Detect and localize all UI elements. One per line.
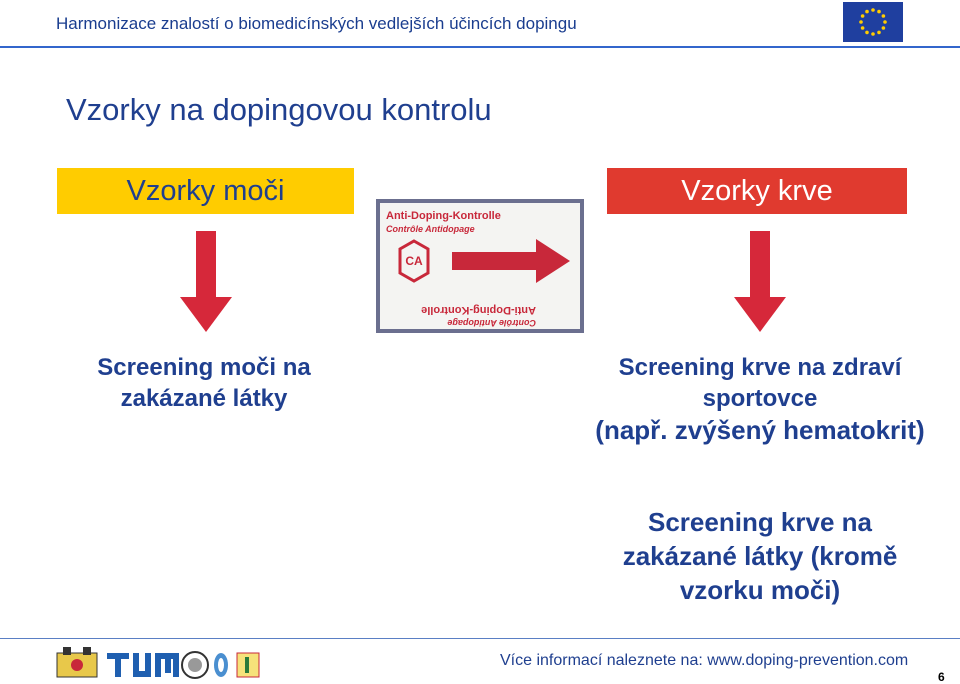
urine-samples-label: Vzorky moči: [126, 174, 285, 207]
eu-star: [861, 14, 865, 18]
footer-divider: [0, 638, 960, 639]
anti-doping-sign-image: [376, 199, 584, 333]
down-arrow-icon: [180, 231, 232, 332]
eu-star: [882, 14, 886, 18]
eu-star: [861, 26, 865, 30]
urine-screening-text: Screening moči na zakázané látky: [97, 354, 311, 413]
page-number: 6: [938, 670, 945, 684]
eu-star: [877, 31, 881, 35]
eu-star: [877, 10, 881, 14]
sign-subtitle-mirrored: Contrôle Antidopage: [447, 318, 536, 328]
tum-logo: [107, 653, 179, 677]
sign-logo: CA: [405, 254, 423, 268]
eu-star: [882, 26, 886, 30]
eu-star: [871, 32, 875, 36]
blood-health-screening-text: Screening krve na zdraví sportovce (např. zvýšený hematokrit): [595, 354, 925, 446]
sign-title: Anti-Doping-Kontrolle: [386, 210, 501, 222]
crest-logo: [57, 647, 97, 677]
eu-star: [859, 20, 863, 24]
blood-samples-box: [607, 168, 907, 214]
header-divider: [0, 46, 960, 48]
eu-flag-icon: [843, 2, 903, 42]
footer-link[interactable]: Více informací naleznete na: www.doping-prevention.com: [500, 652, 909, 669]
eu-star: [865, 31, 869, 35]
header-title: Harmonizace znalostí o biomedicínských vedlejších účincích dopingu: [56, 14, 577, 33]
blood-samples-label: Vzorky krve: [681, 174, 833, 207]
urine-samples-box: [57, 168, 354, 214]
sign-subtitle: Contrôle Antidopage: [386, 224, 475, 234]
slide-title: Vzorky na dopingovou kontrolu: [66, 92, 492, 127]
eu-star: [865, 10, 869, 14]
blood-substances-screening-text: Screening krve na zakázané látky (kromě vzorku moči): [622, 507, 898, 605]
sign-title-mirrored: Anti-Doping-Kontrolle: [421, 304, 536, 316]
partner-logos: [55, 645, 270, 681]
eu-star: [871, 8, 875, 12]
down-arrow-icon: [734, 231, 786, 332]
eu-star: [883, 20, 887, 24]
